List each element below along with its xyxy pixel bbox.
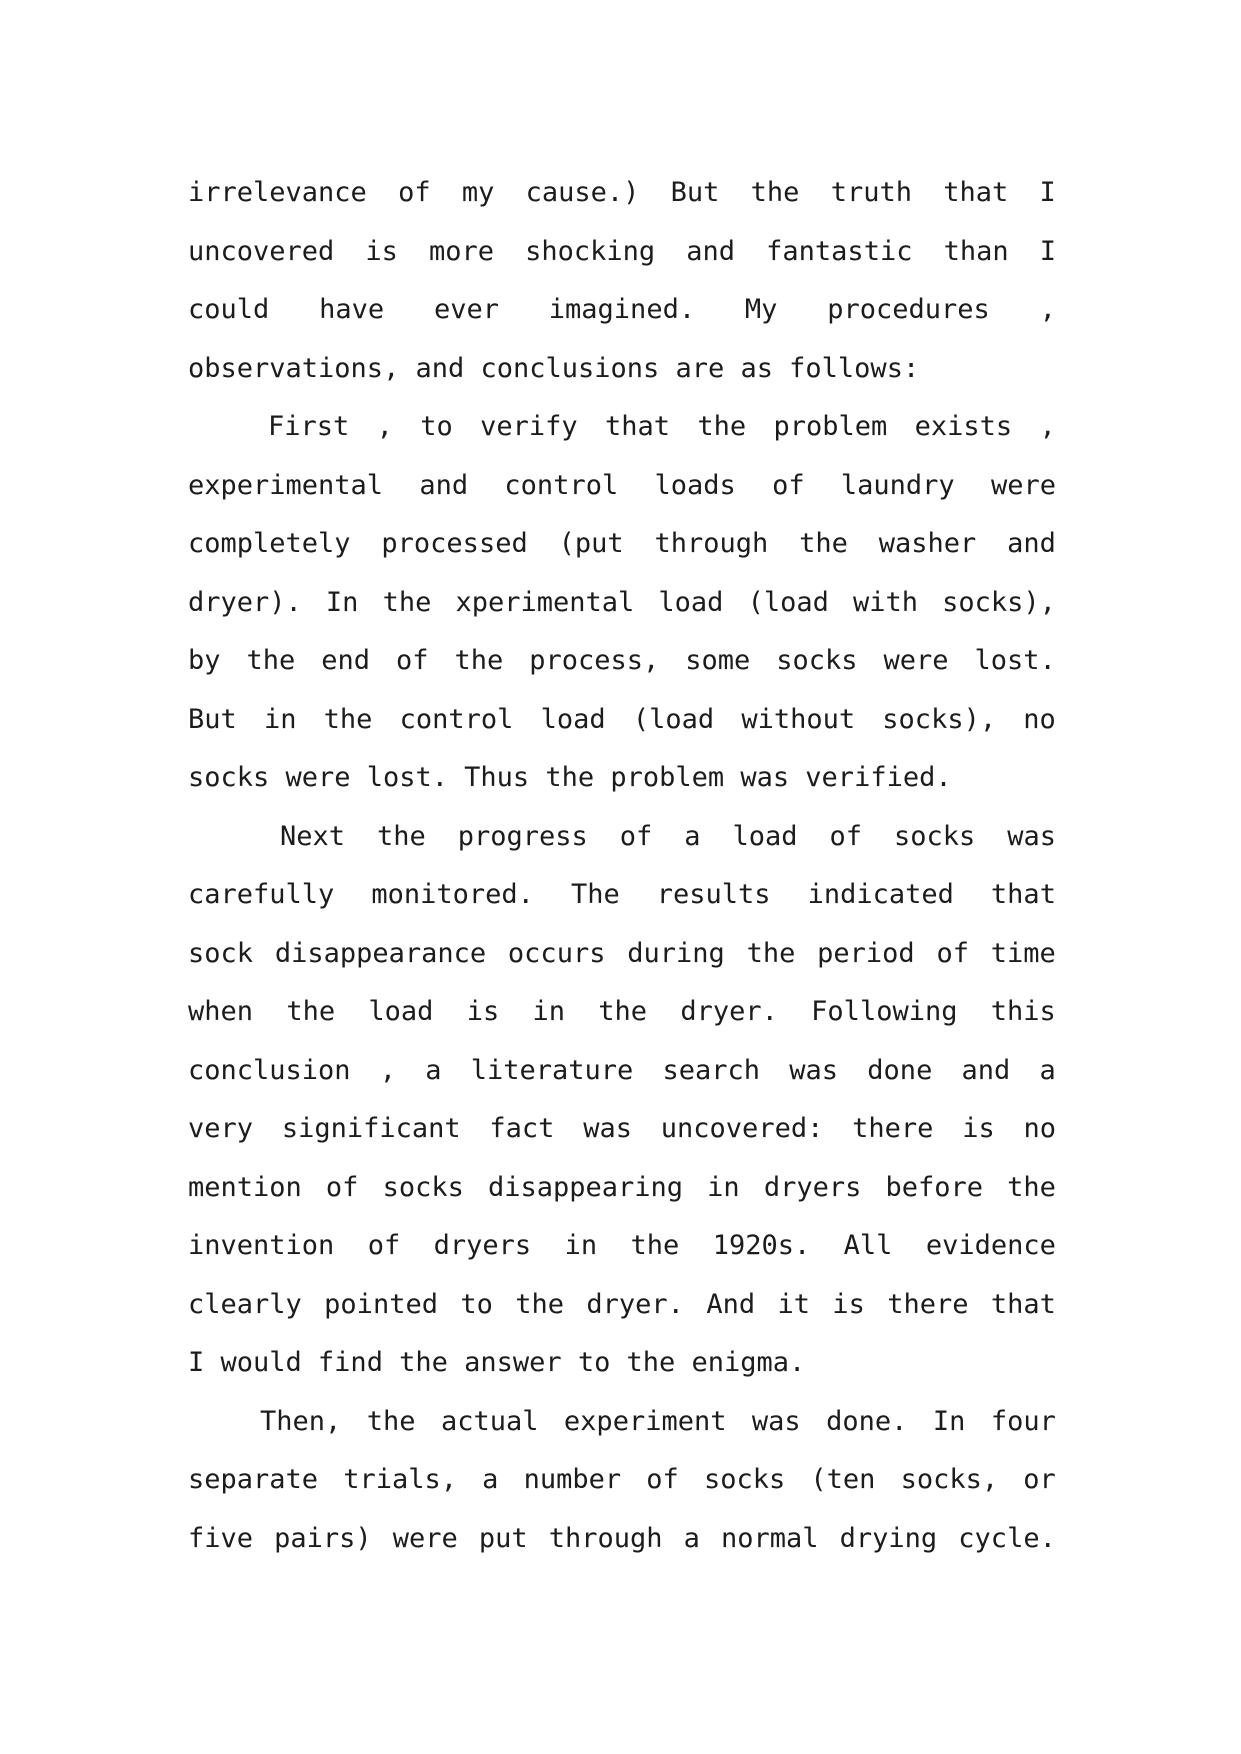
text-line: five pairs) were put through a normal drying cycle. xyxy=(188,1522,1056,1554)
text-line: clearly pointed to the dryer. And it is there that xyxy=(188,1288,1056,1320)
text-line: invention of dryers in the 1920s. All evidence xyxy=(188,1230,1056,1261)
text-line: by the end of the process, some socks were lost. xyxy=(188,645,1056,676)
text-line: mention of socks disappearing in dryers before the xyxy=(188,1171,1056,1203)
text-line: could have ever imagined. My procedures , xyxy=(188,294,1056,325)
text-line: uncovered is more shocking and fantastic than I xyxy=(188,235,1056,267)
text-line: conclusion , a literature search was done and a xyxy=(188,1054,1056,1086)
text-line: First , to verify that the problem exists , xyxy=(268,411,1056,442)
text-line: separate trials, a number of socks (ten socks, or xyxy=(188,1464,1056,1495)
text-line: Then, the actual experiment was done. In four xyxy=(260,1405,1056,1437)
document-body-text xyxy=(188,164,1056,1568)
text-line: carefully monitored. The results indicated that xyxy=(188,879,1056,910)
text-line: socks were lost. Thus the problem was verified. xyxy=(188,762,952,793)
text-line: Next the progress of a load of socks was xyxy=(280,820,1056,852)
text-line: very significant fact was uncovered: there is no xyxy=(188,1113,1056,1144)
text-line: observations, and conclusions are as follows: xyxy=(188,352,920,384)
text-line: completely processed (put through the washer and xyxy=(188,528,1056,559)
text-line: But in the control load (load without socks), no xyxy=(188,703,1056,735)
text-line: dryer). In the xperimental load (load with socks), xyxy=(188,586,1056,618)
text-line: when the load is in the dryer. Following this xyxy=(188,996,1056,1027)
text-line: I would find the answer to the enigma. xyxy=(188,1347,806,1378)
text-line: irrelevance of my cause.) But the truth that I xyxy=(188,177,1056,208)
text-line: experimental and control loads of laundry were xyxy=(188,469,1056,501)
text-line: sock disappearance occurs during the period of time xyxy=(188,937,1056,969)
